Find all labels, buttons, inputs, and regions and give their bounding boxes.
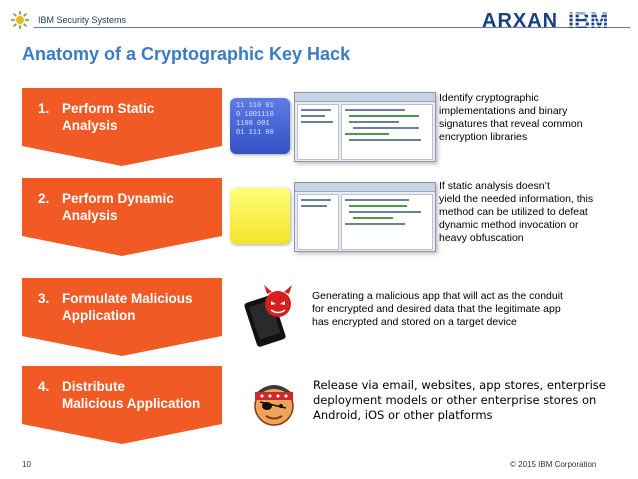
step-2: [22, 178, 222, 252]
binary-code-tile: [230, 98, 290, 154]
page-number: 10: [22, 460, 31, 469]
description-line: Generating a malicious app that will act as the conduit: [312, 290, 563, 302]
step-title-line2: Application: [62, 308, 136, 323]
description-line: implementations and binary: [439, 105, 568, 117]
pirate-icon: [246, 374, 302, 430]
description-line: Release via email, websites, app stores, enterprise: [313, 378, 606, 392]
svg-text:IBM: IBM: [568, 9, 609, 31]
description-line: heavy obfuscation: [439, 232, 524, 244]
description-line: method can be utilized to defeat: [439, 206, 588, 218]
step-number: 2.: [38, 191, 50, 206]
description-line: deployment models or other enterprise stores on: [313, 393, 597, 407]
description-line: Android, iOS or other platforms: [313, 408, 493, 422]
ibm-logo: [566, 9, 626, 31]
step-number: 1.: [38, 101, 50, 116]
step-number: 3.: [38, 291, 50, 306]
step-2-description: [439, 180, 593, 245]
ide-screenshot-static: [294, 92, 436, 162]
description-line: for encrypted and desired data that the legitimate app: [312, 303, 561, 315]
arxan-logo: ARXAN: [482, 10, 559, 32]
ibm-security-logo-icon: [10, 10, 30, 30]
header-label: IBM Security Systems: [38, 15, 127, 25]
step-1: [22, 88, 222, 162]
description-line: signatures that reveal common: [439, 118, 583, 130]
description-line: If static analysis doesn’t: [439, 180, 550, 192]
devil-phone-icon: [240, 284, 300, 348]
description-line: has encrypted and stored on a target device: [312, 316, 517, 328]
step-4-description: [313, 378, 606, 423]
binary-line: 01 111 00: [236, 129, 274, 137]
step-3-description: [312, 290, 563, 329]
binary-line: 11 110 01: [236, 102, 274, 110]
step-1-description: [439, 92, 583, 144]
description-line: dynamic method invocation or: [439, 219, 579, 231]
step-title-line1: Perform Static: [62, 101, 155, 116]
step-title-line1: Perform Dynamic: [62, 191, 174, 206]
binary-line: 0 1001110: [236, 111, 274, 119]
step-number: 4.: [38, 379, 50, 394]
step-title-line2: Malicious Application: [62, 396, 201, 411]
step-3: [22, 278, 222, 352]
description-line: Identify cryptographic: [439, 92, 539, 104]
step-title-line2: Analysis: [62, 118, 118, 133]
step-title-line2: Analysis: [62, 208, 118, 223]
step-title-line1: Formulate Malicious: [62, 291, 193, 306]
description-line: yield the needed information, this: [439, 193, 594, 205]
step-title-line1: Distribute: [62, 379, 126, 394]
ide-screenshot-dynamic: [294, 182, 436, 252]
page-title: Anatomy of a Cryptographic Key Hack: [22, 44, 351, 64]
step-4: [22, 366, 222, 440]
description-line: encryption libraries: [439, 131, 528, 143]
copyright-text: © 2015 IBM Corporation: [510, 460, 597, 469]
binary-line: 1100 001: [236, 120, 270, 128]
yellow-code-tile: [230, 188, 290, 244]
